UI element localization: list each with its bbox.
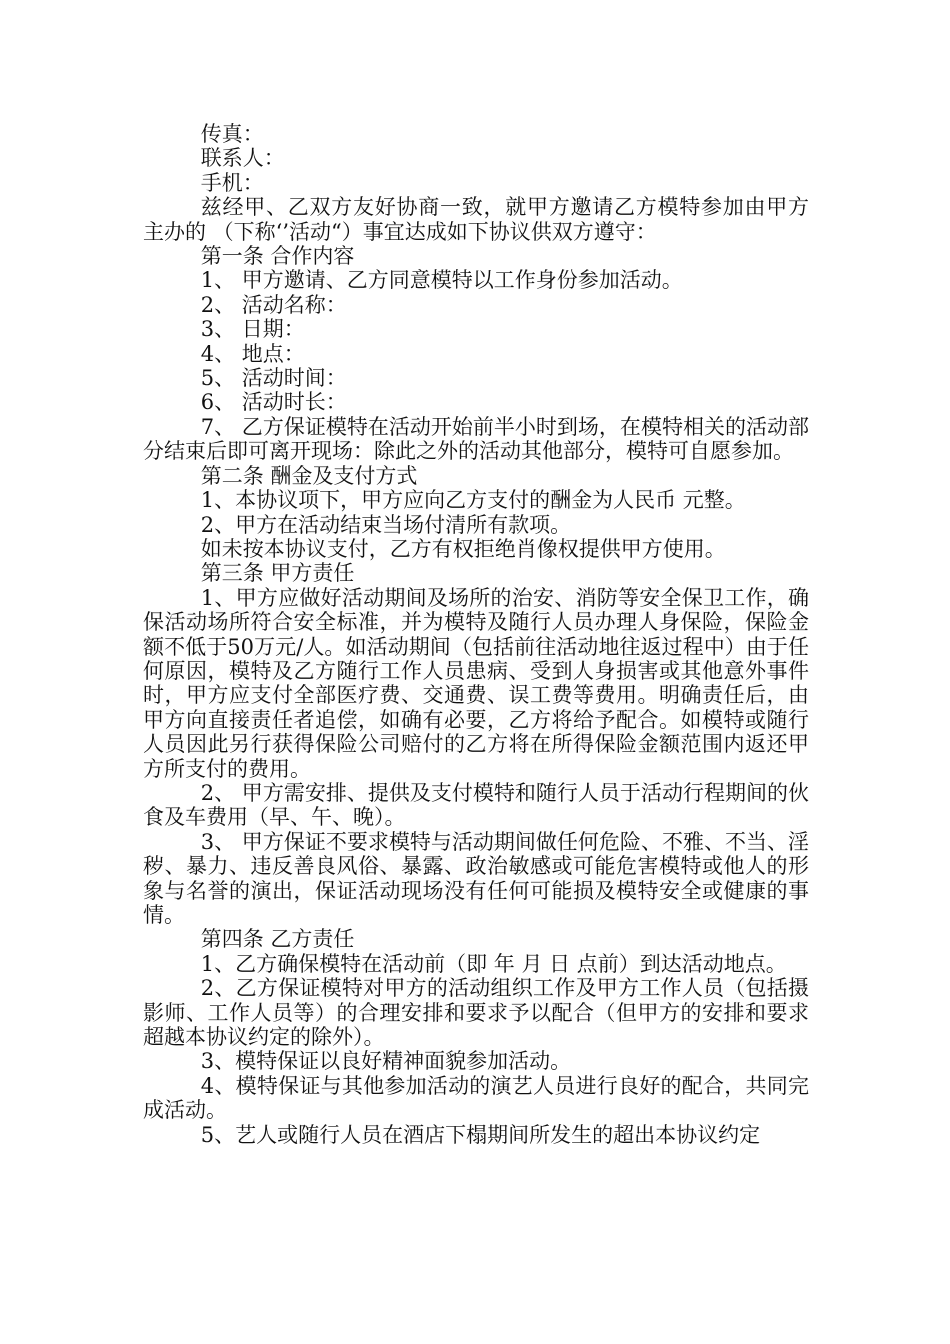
article-1-item-3: 3、 日期： xyxy=(200,317,305,342)
article-2-heading: 第二条 酬金及支付方式 xyxy=(200,463,418,488)
article-1-item-6: 6、 活动时长： xyxy=(200,390,347,415)
contact-line: 联系人： xyxy=(200,146,285,171)
document-body xyxy=(143,122,809,1147)
article-2-item-1: 1、本协议项下，甲方应向乙方支付的酬金为人民币 元整。 xyxy=(200,488,746,513)
article-4-item-4: 4、模特保证与其他参加活动的演艺人员进行良好的配合，共同完成活动。 xyxy=(143,1073,809,1123)
mobile-line: 手机： xyxy=(200,170,264,195)
article-3-item-2: 2、 甲方需安排、提供及支付模特和随行人员于活动行程期间的伙食及车费用（早、午、晚）。 xyxy=(143,780,809,830)
article-3-heading: 第三条 甲方责任 xyxy=(200,561,355,586)
article-1-item-2: 2、 活动名称： xyxy=(200,292,347,317)
fax-line: 传真： xyxy=(200,122,264,146)
article-4-item-5: 5、艺人或随行人员在酒店下榻期间所发生的超出本协议约定 xyxy=(200,1122,761,1147)
preamble-paragraph: 兹经甲、乙双方友好协商一致，就甲方邀请乙方模特参加由甲方主办的 （下称‘’活动“）事宜达成如下协议供双方遵守： xyxy=(143,195,809,244)
article-4-item-3: 3、模特保证以良好精神面貌参加活动。 xyxy=(200,1049,572,1074)
article-1-item-1: 1、 甲方邀请、乙方同意模特以工作身份参加活动。 xyxy=(200,268,683,293)
article-1-item-4: 4、 地点： xyxy=(200,341,305,366)
article-4-heading: 第四条 乙方责任 xyxy=(200,927,355,952)
article-1-item-5: 5、 活动时间： xyxy=(200,366,347,391)
article-2-note: 如未按本协议支付，乙方有权拒绝肖像权提供甲方使用。 xyxy=(200,536,726,561)
article-1-heading: 第一条 合作内容 xyxy=(200,244,355,269)
article-4-item-2: 2、乙方保证模特对甲方的活动组织工作及甲方工作人员（包括摄影师、工作人员等）的合理安排和要求予以配合（但甲方的安排和要求超越本协议约定的除外）。 xyxy=(143,976,809,1050)
article-2-item-2: 2、甲方在活动结束当场付清所有款项。 xyxy=(200,512,572,537)
article-3-item-1: 1、甲方应做好活动期间及场所的治安、消防等安全保卫工作，确保活动场所符合安全标准，并为模特及随行人员办理人身保险，保险金额不低于50万元/人。如活动期间（包括前往活动地往返过程中）由于任何原因，模特及乙方随行工作人员患病、受到人身损害或其他意外事件时，甲方应支付全部医疗费、交通费、误工费等费用。明确责任后，由甲方向直接责任者追偿，如确有必要，乙方将给予配合。如模特或随行人员因此另行获得保险公司赔付的乙方将在所得保险金额范围内返还甲方所支付的费用。 xyxy=(143,585,809,781)
article-3-item-3: 3、 甲方保证不要求模特与活动期间做任何危险、不雅、不当、淫秽、暴力、违反善良风俗、暴露、政治敏感或可能危害模特或他人的形象与名誉的演出，保证活动现场没有任何可能损及模特安全或健康的事情。 xyxy=(143,829,809,927)
article-1-item-7: 7、 乙方保证模特在活动开始前半小时到场，在模特相关的活动部分结束后即可离开现场：除此之外的活动其他部分，模特可自愿参加。 xyxy=(143,414,809,464)
article-4-item-1: 1、乙方确保模特在活动前（即 年 月 日 点前）到达活动地点。 xyxy=(200,951,787,976)
